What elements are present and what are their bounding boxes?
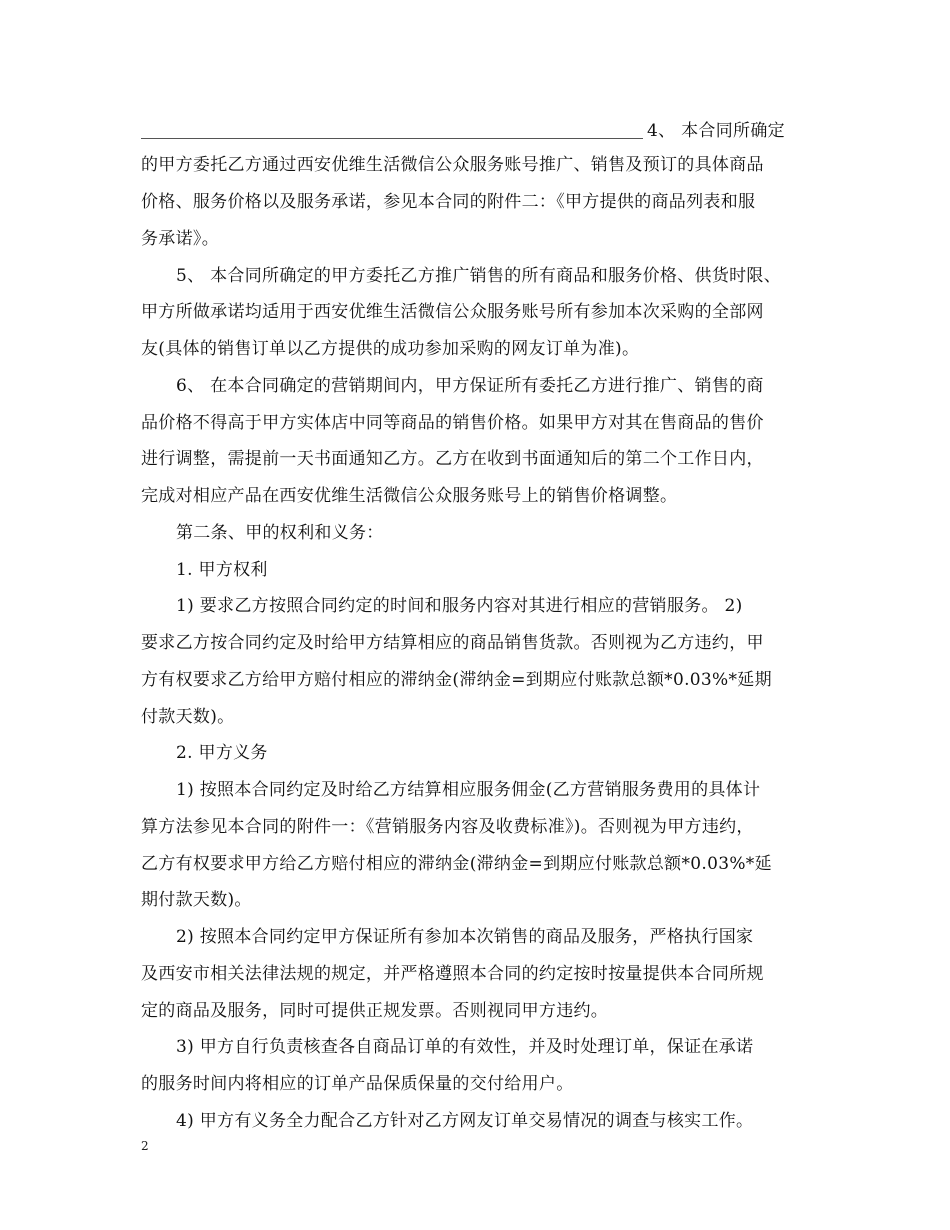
text-line: 甲方所做承诺均适用于西安优维生活微信公众服务账号所有参加本次采购的全部网: [141, 302, 764, 322]
text-line: 要求乙方按合同约定及时给甲方结算相应的商品销售货款。否则视为乙方违约，甲: [141, 633, 764, 653]
text-line: 进行调整，需提前一天书面通知乙方。乙方在收到书面通知后的第二个工作日内，: [141, 449, 764, 469]
list-item: 4) 甲方有义务全力配合乙方针对乙方网友订单交易情况的调查与核实工作。: [176, 1111, 754, 1131]
text-line: 付款天数)。: [141, 707, 235, 727]
text-line: 算方法参见本合同的附件一：《营销服务内容及收费标准》)。否则视为甲方违约，: [141, 817, 754, 837]
list-item: 1) 要求乙方按照合同约定的时间和服务内容对其进行相应的营销服务。 2): [176, 596, 743, 616]
text-line: 方有权要求乙方给甲方赔付相应的滞纳金(滞纳金=到期应付账款总额*0.03%*延期: [141, 670, 772, 690]
clause-5-line: 5、 本合同所确定的甲方委托乙方推广销售的所有商品和服务价格、供货时限、: [176, 266, 782, 286]
text-line: 品价格不得高于甲方实体店中同等商品的销售价格。如果甲方对其在售商品的售价: [141, 413, 764, 433]
list-item: 3) 甲方自行负责核查各自商品订单的有效性，并及时处理订单，保证在承诺: [176, 1037, 754, 1057]
section-heading: 第二条、甲的权利和义务：: [176, 523, 384, 543]
text-line: 期付款天数)。: [141, 890, 252, 910]
text-line: 的甲方委托乙方通过西安优维生活微信公众服务账号推广、销售及预订的具体商品: [141, 155, 764, 175]
blank-underline: [141, 138, 643, 139]
text-line: 友(具体的销售订单以乙方提供的成功参加采购的网友订单为准)。: [141, 339, 640, 359]
text-line: 的服务时间内将相应的订单产品保质保量的交付给用户。: [141, 1074, 574, 1094]
subsection-heading: 2. 甲方义务: [176, 743, 268, 763]
text-line: 定的商品及服务，同时可提供正规发票。否则视同甲方违约。: [141, 1001, 609, 1021]
subsection-heading: 1. 甲方权利: [176, 560, 268, 580]
clause-6-line: 6、 在本合同确定的营销期间内，甲方保证所有委托乙方进行推广、销售的商: [176, 376, 764, 396]
page-number: 2: [141, 1139, 149, 1153]
list-item: 2) 按照本合同约定甲方保证所有参加本次销售的商品及服务，严格执行国家: [176, 927, 754, 947]
text-line: 完成对相应产品在西安优维生活微信公众服务账号上的销售价格调整。: [141, 486, 678, 506]
list-item: 1) 按照本合同约定及时给乙方结算相应服务佣金(乙方营销服务费用的具体计: [176, 780, 761, 800]
text-line: 务承诺》。: [141, 229, 219, 249]
first-line: [141, 118, 831, 144]
text-line: 价格、服务价格以及服务承诺，参见本合同的附件二：《甲方提供的商品列表和服: [141, 192, 756, 212]
text-line: 乙方有权要求甲方给乙方赔付相应的滞纳金(滞纳金=到期应付账款总额*0.03%*延: [141, 854, 772, 874]
text-line: 及西安市相关法律法规的规定，并严格遵照本合同的约定按时按量提供本合同所规: [141, 964, 764, 984]
clause-4-start: 4、 本合同所确定: [647, 121, 785, 141]
